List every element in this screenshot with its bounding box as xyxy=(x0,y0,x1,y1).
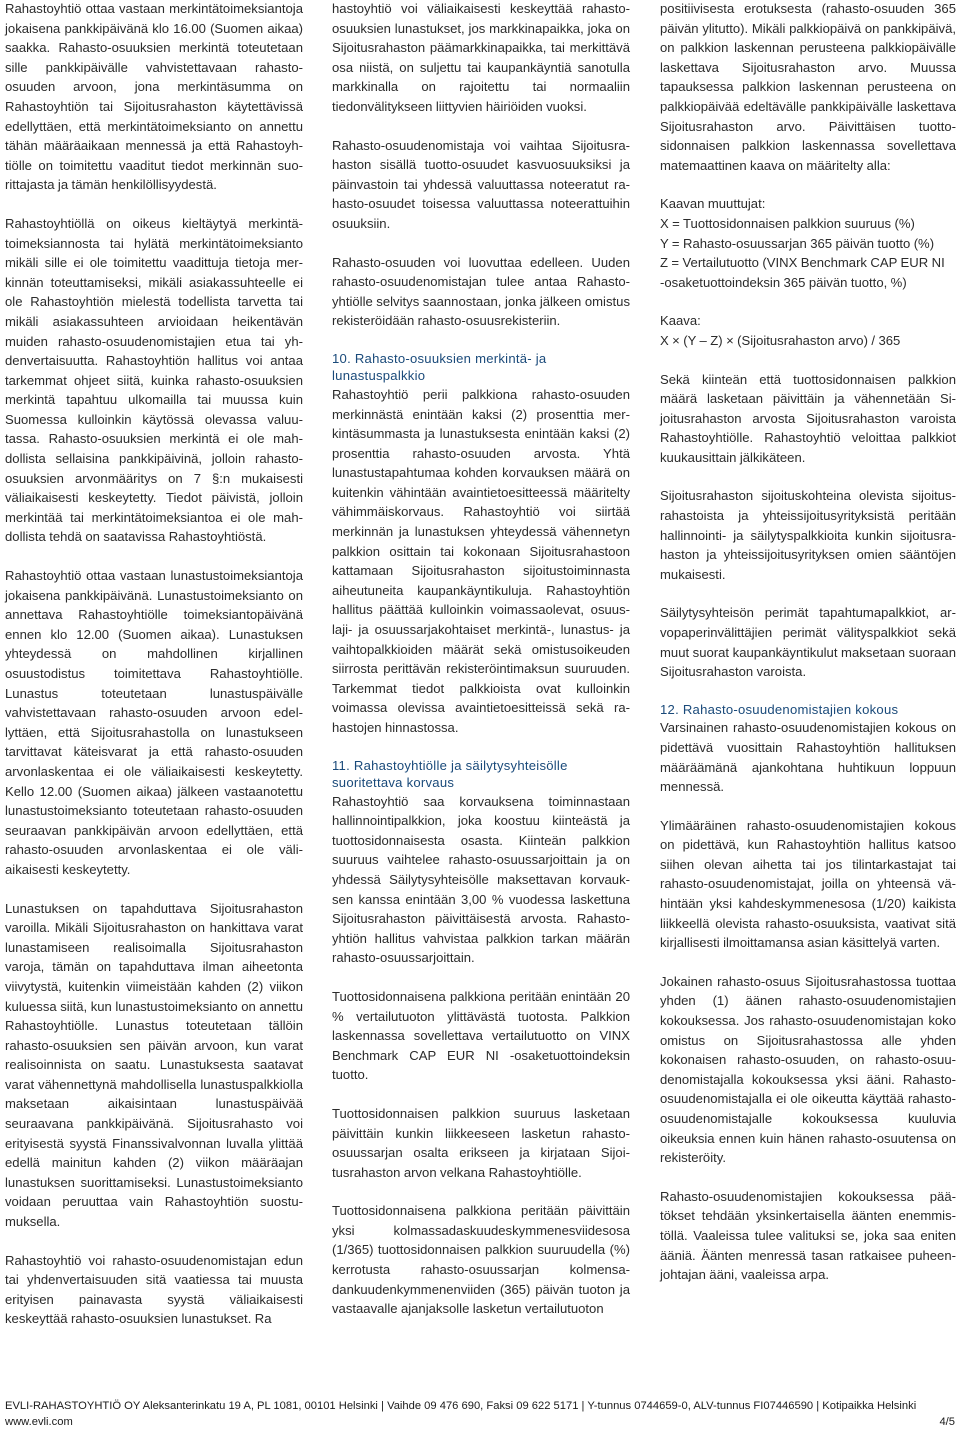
paragraph-performance-fee-calc: Tuottosidonnaisen palkkion suuruus lasketaan päivittäin kunkin liikkeeseen lasketun rahasto-osuussarjan osalta erikseen ja kirjataan Sijoitusrahaston arvon velkana Rahastoyhtiölle. xyxy=(332,1105,630,1180)
paragraph-redemption-suspension: Rahastoyhtiö voi rahasto-osuudenomistajan edun tai yhdenvertaisuuden sitä vaatiessa tai muusta erityisen painavasta syystä väliaikaisesti keskeyttää rahasto-osuuksien lunastukset. Ra xyxy=(5,1252,303,1327)
paragraph-management-fee: Rahastoyhtiö saa korvauksena toiminnastaan hallinnointipalkkion, joka koostuu kiinteästä ja tuottosidonnaisesta osasta. Kiinteän palkkion suuruus vaihtelee rahasto-osuussarjoittain ja on yhdessä Säilytysyhteisölle maksettavan korvauksen kanssa enintään 3,00 % vuodessa laskettuna Sijoitusrahaston päivittäisestä arvosta. Rahastoyhtiön hallitus vahvistaa palkkion tarkan määrän rahasto-osuussarjoittain. xyxy=(332,793,630,966)
formula-block xyxy=(660,311,956,350)
paragraph-performance-fee-daily: Tuottosidonnaisena palkkiona peritään päivittäin yksi kolmassadaskuudeskymmenesviidesosa (1/365) tuottosidonnaisen palkkion suuruudella (%) kerrotusta rahasto-osuussarjan kolmensadankuudenkymmenenviiden (365) päivän tuoton ja vastaavalle ajanjaksolle lasketun vertailutuoton xyxy=(332,1203,630,1317)
paragraph-suspension-continued: hastoyhtiö voi väliaikaisesti keskeyttää rahasto-osuuksien lunastukset, jos markkinapaikka, joka on Sijoitusrahaston päämarkkinapaikka, tai merkittävä osa niistä, on suljettu tai kaupankäyntiä sanotulla markkinalla on rajoitettu tai normaaliin tiedonvälitykseen liittyvien häiriöiden vuoksi. xyxy=(332,1,630,114)
formula-variables-title: Kaavan muuttujat: xyxy=(660,196,766,212)
footer-bottom-row xyxy=(5,1414,955,1430)
paragraph-fee-continued: positiivisesta erotuksesta (rahasto-osuuden 365 päivän ylitutto). Mikäli palkkiopäivä on pankkipäivä, on palkkion laskennan perusteena palkkiopäivälle laskettava Sijoitusrahaston arvo. Muussa tapauksessa palkkion laskennan perusteena on palkkiopäivää edeltävälle pankkipäivälle laskettava Sijoitusrahaston arvo. Päivittäisen tuottosidonnaisen palkkion laskennassa sovellettava matemaattinen kaava on määritelty alla: xyxy=(660,1,956,173)
page-number: 4/5 xyxy=(939,1416,955,1428)
footer-address: Aleksanterinkatu 19 A, PL 1081, 00101 Helsinki xyxy=(142,1400,378,1412)
paragraph-annual-meeting: Varsinainen rahasto-osuudenomistajien kokous on pidettävä vuosittain Rahastoyhtiön hallituksen määräämänä ajankohtana huhtikuun loppuun mennessä. xyxy=(660,720,956,795)
paragraph-subscription-timing: Rahastoyhtiö ottaa vastaan merkintätoimeksiantoja jokaisena pankkipäivänä klo 16.00 (Suomen aikaa) saakka. Rahasto-osuuksien merkintä toteutetaan sille pankkipäivälle vahvistettavaan rahasto-osuuden arvoon, jona merkintäsumma on Rahastoyhtiön tai Sijoitusrahaston käytettävissä edellyttäen, että merkintätoimeksianto on annettu tähän määräaikaan mennessä ja että Rahastoyhtiölle on toimitettu vaaditut tiedot merkinnän suorittajasta ja tämän henkilöllisyydestä. xyxy=(5,1,303,193)
paragraph-extraordinary-meeting: Ylimääräinen rahasto-osuudenomistajien kokous on pidettävä, kun Rahastoyhtiön hallitus katsoo siihen olevan aihetta tai jos tilintarkastajat tai rahasto-osuudenomistajat, joilla on yhteensä vähintään yksi kahdeskymmenesosa (1/20) kaikista liikkeellä olevista rahasto-osuuksista, vaativat sitä kirjallisesti ilmoittamansa asian käsittelyä varten. xyxy=(660,817,956,951)
formula-title: Kaava: xyxy=(660,313,701,329)
column-right xyxy=(660,0,956,1304)
section-heading-11: 11. Rahastoyhtiölle ja säilytysyhteisölle suoritettava korvaus xyxy=(332,757,568,791)
paragraph-section-10: Rahastoyhtiö perii palkkiona rahasto-osuuden merkinnästä enintään kaksi (2) prosenttia merkintäsummasta ja lunastuksesta enintään kaksi (2) prosenttia rahasto-osuuden arvosta. Yhtä lunastustapahtumaa kohden korvauksen määrä on kuitenkin vähintään avaintietoesitteessä määritelty vähimmäiskorvaus. Rahastoyhtiö voi siirtää merkinnän ja lunastuksen yhteydessä vähennetyn palkkion osittain tai kokonaan Sijoitusrahastoon kattamaan Sijoitusrahaston sijoitustoiminnasta aiheutuneita kaupankäyntikuluja. Rahastoyhtiön hallitus päättää kulloinkin voimassaolevat, osuuslaji- ja osuussarjakohtaiset merkintä-, lunastus- ja vaihtopalkkioiden määrät sekä omistusoikeuden siirrosta perittävän rekisteröintimaksun suuruuden. Tarkemmat tiedot palkkioista ovat kulloinkin voimassa olevissa avaintietoesitteissä sekä rahastojen hinnastossa. xyxy=(332,386,630,735)
formula-var-z: Z = Vertailutuotto (VINX Benchmark CAP EUR NI xyxy=(660,255,945,271)
paragraph-redemption-funds: Lunastuksen on tapahduttava Sijoitusrahaston varoilla. Mikäli Sijoitusrahaston on hankittava varat lunastamiseen realisoimalla Sijoitusrahaston varoja, tämän on tapahduttava ilman aiheetonta viivytystä, kuitenkin viimeistään kahden (2) viikon kuluessa siitä, kun lunastustoimeksianto on annettu Rahastoyhtiölle. Lunastus toteutetaan tällöin rahasto-osuuksien sen päivän arvoon, kun varat realisoinnista on saatu. Lunastuksesta saatavat varat vähennettynä mahdollisella lunastuspalkkiolla maksetaan aikaisintaan lunastuspäivää seuraavana pankkipäivänä. Sijoitusrahasto voi erityisestä syystä Finanssivalvonnan luvalla ylittää edellä mainitun kahden (2) viikon määräajan lunastuksen suorittamiseksi. Lunastustoimeksianto voidaan peruuttaa vain Rahastoyhtiön suostumuksella. xyxy=(5,900,303,1230)
paragraph-unit-exchange: Rahasto-osuudenomistaja voi vaihtaa Sijoitusrahaston sisällä tuotto-osuudet kasvuosuuksiksi ja päinvastoin tai yhdessä valuuttassa noteeratut rahasto-osuudet toisessa valuuttassa noteerattuihin osuuksiin. xyxy=(332,137,630,231)
footer-contact-line xyxy=(5,1398,955,1414)
footer-phone: Vaihde 09 476 690, Faksi 09 622 5171 xyxy=(387,1400,579,1412)
formula-var-x: X = Tuottosidonnaisen palkkion suuruus (%) xyxy=(660,215,915,231)
footer-ids: Y-tunnus 0744659-0, ALV-tunnus FI07446590 xyxy=(587,1400,814,1412)
paragraph-performance-fee: Tuottosidonnaisena palkkiona peritään enintään 20 % vertailutuoton ylittävästä tuotosta. Palkkion laskennassa sovellettava vertailutuotto on VINX Benchmark CAP EUR NI -osaketuottoindeksin tuotto. xyxy=(332,988,630,1083)
section-heading-10: 10. Rahasto-osuuksien merkintä- ja lunastuspalkkio xyxy=(332,350,547,384)
paragraph-subscription-refusal: Rahastoyhtiöllä on oikeus kieltäytyä merkintätoimeksiannosta tai hylätä merkintätoimeksianto mikäli sille ei ole toimitettu vaadittuja tietoja merkinnän toteuttamiseksi, mikäli asiakassuhteelle ei ole Rahastoyhtiön mielestä todellista tarvetta tai mikäli asiakassuhteen arvioidaan heikentävän muiden rahasto-osuudenomistajien etua tai yhdenvertaisuutta. Rahastoyhtiön hallitus voi antaa tarkemmat ohjeet siitä, kuinka rahasto-osuuksien merkintä tapahtuu ulkomailla tai muussa kuin Suomessa kulloinkin käytössä olevassa valuutassa. Rahasto-osuuksien merkintä ei ole mahdollista sellaisina pankkipäivinä, jolloin rahasto-osuuksien arvonmääritys on 7 §:n mukaisesti väliaikaisesti keskeytetty. Tiedot päivistä, jolloin merkintää tai merkintätoimeksiantoa ei ole mahdollista tehdä on saatavissa Rahastoyhtiöstä. xyxy=(5,215,303,545)
section-heading-12: 12. Rahasto-osuudenomistajien kokous xyxy=(660,701,899,717)
footer-separator: | xyxy=(581,1400,585,1412)
paragraph-decisions: Rahasto-osuudenomistajien kokouksessa päätökset tehdään yksinkertaisella äänten enemmistöllä. Vaaleissa tulee valituksi se, joka saa eniten ääniä. Äänten menressä tasan ratkaisee puheenjohtajan ääni, vaaleissa arpa. xyxy=(660,1188,956,1283)
formula-variables xyxy=(660,194,956,292)
page-footer xyxy=(5,1398,955,1430)
column-middle xyxy=(332,0,630,1338)
footer-website-link[interactable]: www.evli.com xyxy=(5,1416,73,1428)
footer-domicile: Kotipaikka Helsinki xyxy=(822,1400,917,1412)
formula-var-z-cont: -osaketuottoindeksin 365 päivän tuotto, %) xyxy=(660,274,907,290)
paragraph-redemption-orders: Rahastoyhtiö ottaa vastaan lunastustoimeksiantoja jokaisena pankkipäivänä. Lunastustoimeksianto on annettava Rahastoyhtiölle toimeksiantopäivänä ennen klo 12.00 (Suomen aikaa). Lunastuksen yhteydessä on mahdollinen kirjallinen osuustodistus toimitettava Rahastoyhtiölle. Lunastus toteutetaan lunastuspäivälle vahvistettavaan rahasto-osuuden arvoon edellyttäen, että Sijoitusrahastolla on lunastukseen tarvittavat käteisvarat ja että rahasto-osuuden arvonlaskentaa ei ole väliaikaisesti keskeytetty. Kello 12.00 (Suomen aikaa) jälkeen vastaanotettu lunastustoimeksianto toteutetaan rahasto-osuuden seuraavan pankkipäivän arvoon edellyttäen, että rahasto-osuuden arvonlaskentaa ei ole väliaikaisesti keskeytetty. xyxy=(5,568,303,877)
paragraph-target-fund-fees: Sijoitusrahaston sijoituskohteina olevista sijoitusrahastoista ja yhteissijoitusyrityksistä peritään hallinnointi- ja säilytyspalkkioita kunkin sijoitusrahaston ja yhteissijoitusyrityksen omien sääntöjen mukaisesti. xyxy=(660,488,956,582)
paragraph-custody-costs: Säilytysyhteisön perimät tapahtumapalkkiot, arvopaperinvälittäjien perimät välityspalkkiot sekä muut suorat kaupankäyntikulut maksetaan suoraan Sijoitusrahaston varoista. xyxy=(660,605,956,680)
formula-expression: X × (Y – Z) × (Sijoitusrahaston arvo) / 365 xyxy=(660,332,901,348)
footer-separator: | xyxy=(816,1400,820,1412)
paragraph-voting-rights: Jokainen rahasto-osuus Sijoitusrahastossa tuottaa yhden (1) äänen rahasto-osuudenomistajien kokouksessa. Jos rahasto-osuudenomistajan koko omistus on Sijoitusrahastossa alle yhden kokonaisen rahasto-osuuden, on rahasto-osuudenomistajalla kokouksessa yksi ääni. Rahasto-osuudenomistajalla ei ole oikeutta käyttää rahasto-osuudenomistajalle kokouksessa kuuluvia oikeuksia ennen kuin hänen rahasto-osuutensa on rekisteröity. xyxy=(660,973,956,1166)
paragraph-fee-deduction: Sekä kiinteän että tuottosidonnaisen palkkion määrä lasketaan päivittäin ja vähennetään Sijoitusrahaston arvosta Sijoitusrahaston varoista Rahastoyhtiölle. Rahastoyhtiö veloittaa palkkiot kuukausittain jälkikäteen. xyxy=(660,371,956,465)
footer-separator: | xyxy=(381,1400,384,1412)
column-left xyxy=(5,0,303,1348)
footer-company: EVLI-RAHASTOYHTIÖ OY xyxy=(5,1400,141,1412)
formula-var-y: Y = Rahasto-osuussarjan 365 päivän tuotto (%) xyxy=(660,235,935,251)
paragraph-unit-transfer: Rahasto-osuuden voi luovuttaa edelleen. Uuden rahasto-osuudenomistajan tulee antaa Rahastoyhtiölle selvitys saannostaan, jonka jälkeen omistus rekisteröidään rahasto-osuusrekisteriin. xyxy=(332,254,630,329)
